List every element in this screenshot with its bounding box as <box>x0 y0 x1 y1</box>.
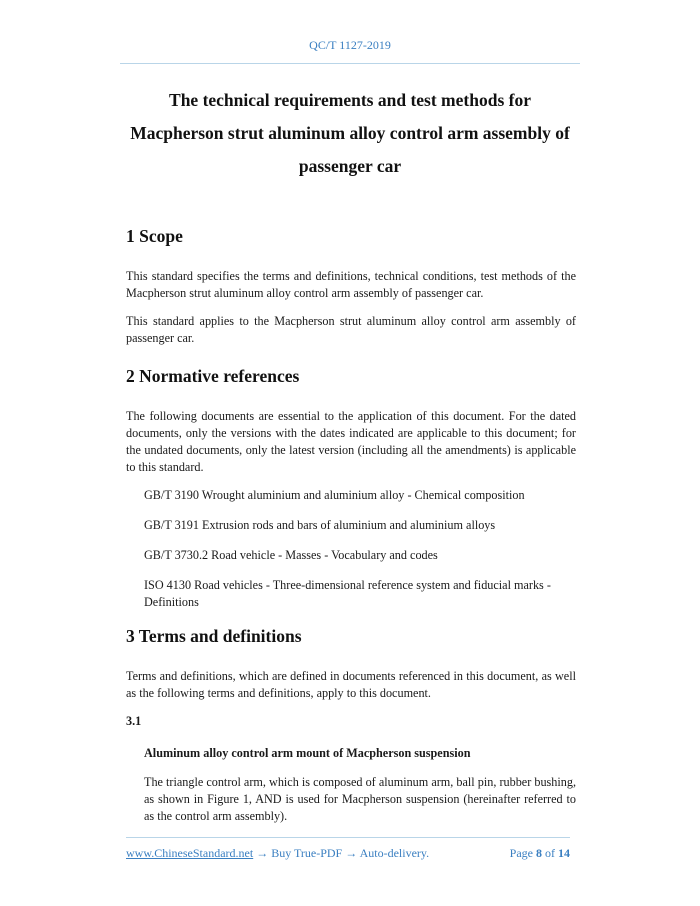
terms-heading: 3 Terms and definitions <box>126 626 302 646</box>
running-header: QC/T 1127-2019 <box>309 38 391 52</box>
page-label: Page <box>509 846 533 860</box>
term-title: Aluminum alloy control arm mount of Macpherson suspension <box>144 746 471 760</box>
clause-number: 3.1 <box>126 714 142 728</box>
website-link[interactable]: www.ChineseStandard.net <box>126 846 254 860</box>
buy-text: Buy True-PDF <box>271 846 343 860</box>
page-current: 8 <box>536 846 542 860</box>
normative-paragraph: The following documents are essential to the application of this document. For the dated documents, only the versions with the dates indicated are applicable to this document; for the undated documents, only the latest version (including all the amendments) is applicable to this standard. <box>126 409 576 474</box>
delivery-text: Auto-delivery. <box>359 846 430 860</box>
arrow-icon: → <box>345 846 358 860</box>
scope-paragraph-2: This standard applies to the Macpherson strut aluminum alloy control arm assembly of passenger car. <box>126 314 576 345</box>
scope-paragraph-1: This standard specifies the terms and definitions, technical conditions, test methods of the Macpherson strut aluminum alloy control arm assembly of passenger car. <box>126 269 576 300</box>
title-line-2: Macpherson strut aluminum alloy control arm assembly of <box>130 123 570 143</box>
term-definition: The triangle control arm, which is composed of aluminum arm, ball pin, rubber bushing, as shown in Figure 1, AND is used for Macpherson suspension (hereinafter referred to as the control arm assembly). <box>144 775 576 823</box>
arrow-icon: → <box>256 846 269 860</box>
footer-divider <box>126 837 570 838</box>
reference-item: GB/T 3191 Extrusion rods and bars of aluminium and aluminium alloys <box>144 518 496 532</box>
normative-section <box>126 368 576 385</box>
of-label: of <box>545 846 555 860</box>
reference-item: GB/T 3190 Wrought aluminium and aluminium alloy - Chemical composition <box>144 488 525 502</box>
document-title <box>110 84 590 183</box>
page-footer <box>126 846 570 861</box>
title-line-1: The technical requirements and test methods for <box>169 90 531 110</box>
title-line-3: passenger car <box>298 156 402 176</box>
page-total: 14 <box>558 846 570 860</box>
scope-heading: 1 Scope <box>126 226 183 246</box>
normative-heading: 2 Normative references <box>126 366 300 386</box>
terms-section <box>126 628 576 645</box>
scope-section <box>126 228 576 245</box>
header-divider <box>120 63 580 64</box>
terms-paragraph: Terms and definitions, which are defined in documents referenced in this document, as well as the following terms and definitions, apply to this document. <box>126 669 576 700</box>
reference-item: GB/T 3730.2 Road vehicle - Masses - Vocabulary and codes <box>144 548 438 562</box>
page-indicator <box>510 846 570 861</box>
reference-item: ISO 4130 Road vehicles - Three-dimensional reference system and fiducial marks - Definitions <box>144 578 551 609</box>
